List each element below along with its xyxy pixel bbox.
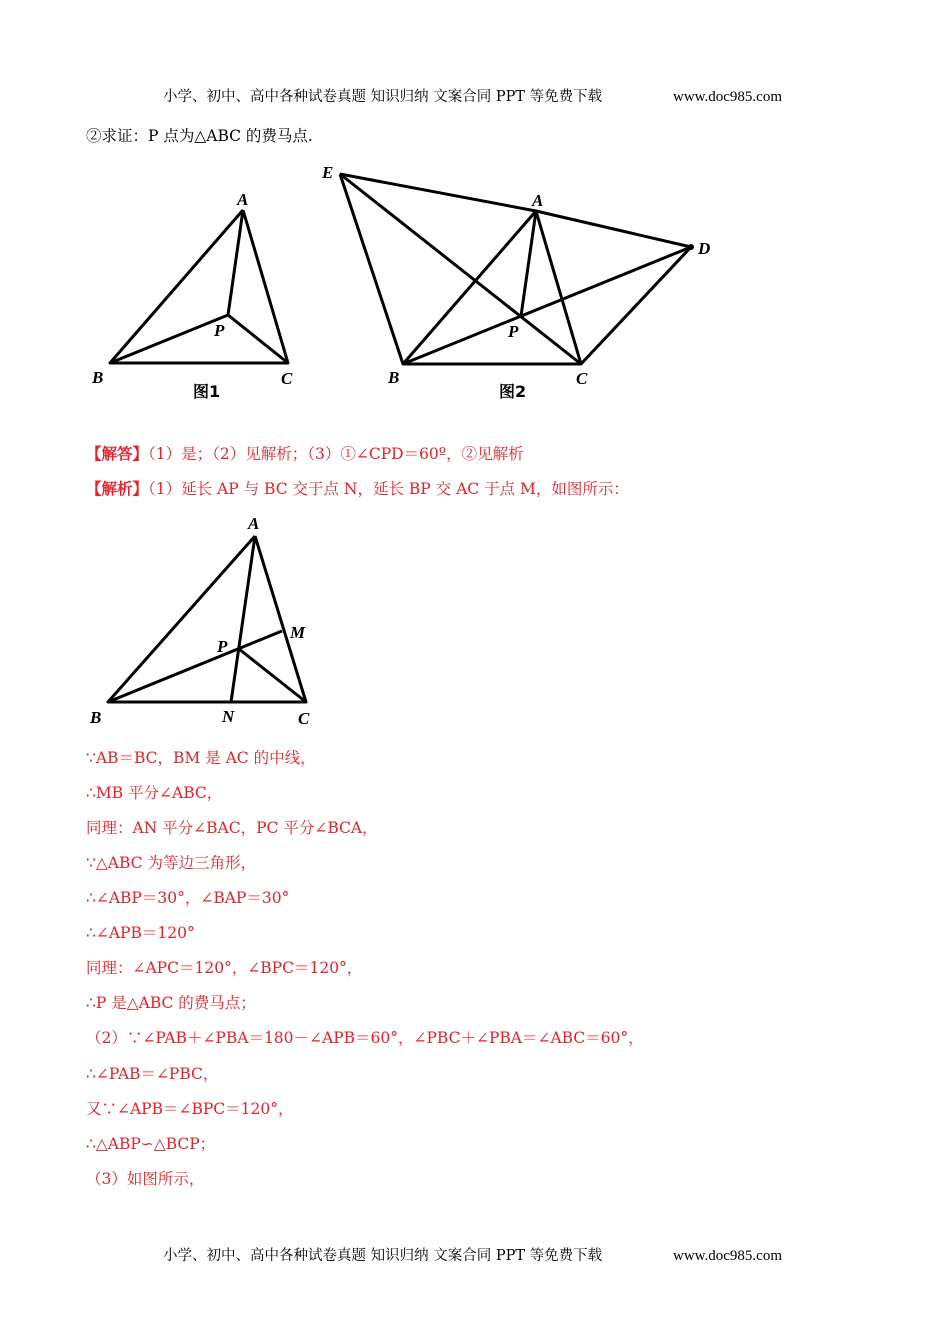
fig3-segment-pc xyxy=(239,649,306,702)
solution-line-3: 同理：AN 平分∠BAC，PC 平分∠BCA， xyxy=(86,819,378,837)
solution-line-7: 同理：∠APC＝120°，∠BPC＝120°， xyxy=(86,959,363,977)
header-text: 小学、初中、高中各种试卷真题 知识归纳 文案合同 PPT 等免费下载 xyxy=(163,89,603,105)
question-line: ②求证：P 点为△ABC 的费马点. xyxy=(86,127,313,145)
fig1-label-b: B xyxy=(92,368,104,387)
answer-text: （1）是；（2）见解析；（3）①∠CPD＝60º，②见解析 xyxy=(148,445,524,463)
figure-2 xyxy=(316,160,716,410)
solution-line-4: ∵△ABC 为等边三角形， xyxy=(86,854,256,872)
fig2-caption: 图2 xyxy=(499,382,527,401)
analysis-line xyxy=(86,478,629,500)
footer-url[interactable]: www.doc985.com xyxy=(673,1248,783,1264)
fig1-label-p: P xyxy=(214,321,225,340)
solution-line-13: （3）如图所示， xyxy=(86,1170,205,1188)
footer-text: 小学、初中、高中各种试卷真题 知识归纳 文案合同 PPT 等免费下载 xyxy=(163,1248,603,1264)
fig1-segment-bp xyxy=(110,315,228,363)
fig3-label-b: B xyxy=(90,708,102,727)
answer-tag: 【解答】 xyxy=(86,444,149,463)
fig1-segment-cp xyxy=(228,315,288,363)
analysis-text: （1）延长 AP 与 BC 交于点 N，延长 BP 交 AC 于点 M，如图所示： xyxy=(148,480,629,498)
page-footer xyxy=(0,1244,950,1268)
solution-line-5: ∴∠ABP＝30°，∠BAP＝30° xyxy=(86,889,290,907)
fig2-label-e: E xyxy=(322,163,334,182)
analysis-tag: 【解析】 xyxy=(86,479,149,498)
solution-line-10: ∴∠PAB＝∠PBC， xyxy=(86,1065,219,1083)
fig3-label-m: M xyxy=(290,623,306,642)
fig2-label-p: P xyxy=(508,322,519,341)
fig3-label-n: N xyxy=(222,707,235,726)
fig3-label-p: P xyxy=(217,637,228,656)
fig2-label-c: C xyxy=(576,369,588,388)
fig3-label-c: C xyxy=(298,709,310,728)
fig2-label-a: A xyxy=(532,191,544,210)
page-header xyxy=(0,85,950,109)
fig1-label-a: A xyxy=(237,190,249,209)
fig2-segment-ec xyxy=(340,174,581,364)
solution-line-8: ∴P 是△ABC 的费马点； xyxy=(86,994,256,1012)
fig1-label-c: C xyxy=(281,369,293,388)
figure-3 xyxy=(88,510,328,730)
fig1-caption: 图1 xyxy=(193,382,221,401)
solution-line-11: 又∵∠APB＝∠BPC＝120°， xyxy=(86,1100,294,1118)
solution-line-9: （2）∵∠PAB＋∠PBA＝180－∠APB＝60°，∠PBC＋∠PBA＝∠ABC＝60°， xyxy=(86,1029,644,1047)
fig2-label-d: D xyxy=(698,239,711,258)
solution-line-1: ∵AB＝BC，BM 是 AC 的中线， xyxy=(86,749,316,767)
solution-line-6: ∴∠APB＝120° xyxy=(86,924,195,942)
fig2-segment-ab xyxy=(403,211,536,364)
fig2-segment-bd xyxy=(403,247,691,364)
answer-line xyxy=(86,443,524,465)
fig3-label-a: A xyxy=(248,514,260,533)
solution-line-12: ∴△ABP∽△BCP； xyxy=(86,1135,216,1153)
header-url[interactable]: www.doc985.com xyxy=(673,89,783,105)
fig3-segment-bm xyxy=(108,631,282,702)
fig2-point-d xyxy=(688,244,694,250)
figure-1 xyxy=(88,188,308,408)
fig2-label-b: B xyxy=(388,368,400,387)
fig2-segment-ac xyxy=(536,211,581,364)
solution-line-2: ∴MB 平分∠ABC， xyxy=(86,784,223,802)
